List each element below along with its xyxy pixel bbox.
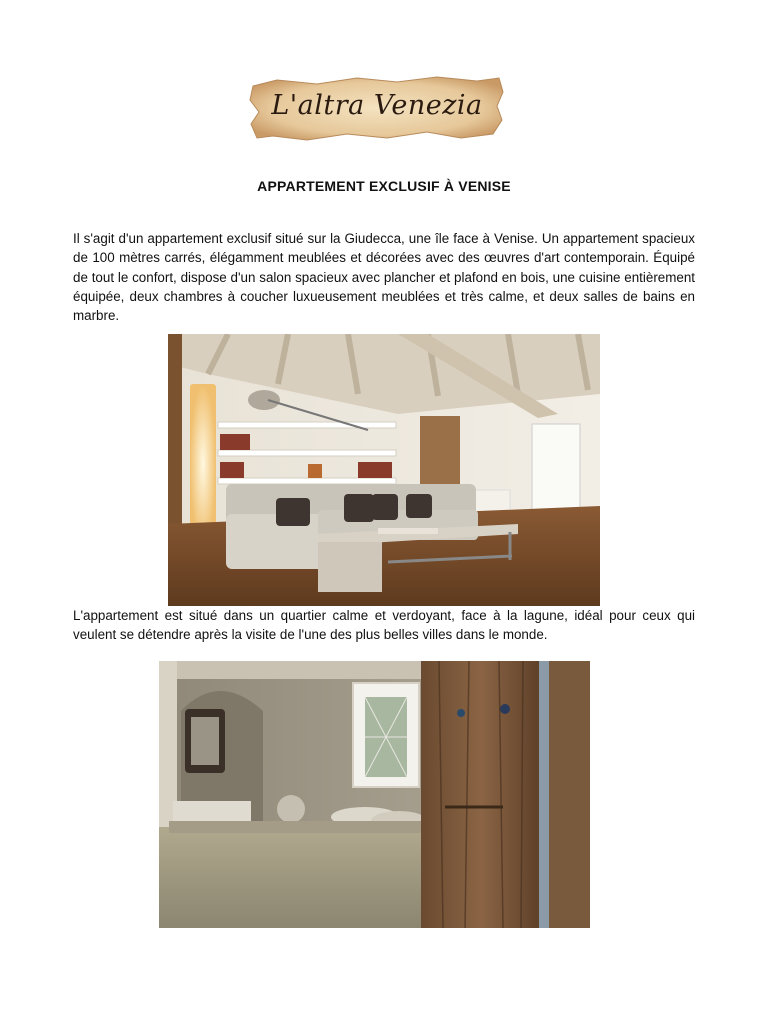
location-paragraph: L'appartement est situé dans un quartier calme et verdoyant, face à la lagune, idéal pour ceux qui veulent se détendre après la visite de l'une des plus belles villes dans le monde. [73,608,695,643]
logo-text: L'altra Venezia [271,89,483,121]
bedroom-photo [159,661,590,928]
intro-paragraph: Il s'agit d'un appartement exclusif situé sur la Giudecca, une île face à Venise. Un appartement spacieux de 100 mètres carrés, élégamment meublées et décorées avec des œuvres d'art contemporain. Équipé de tout le confort, dispose d'un salon spacieux avec plancher et plafond en bois, une cuisine entièrement équipée, deux chambres à coucher luxueusement meublées et très calme, et deux salles de bains en marbre. [73,231,695,324]
document-title: APPARTEMENT EXCLUSIF À VENISE [257,178,511,194]
logo [247,72,507,146]
living-room-photo [168,334,600,606]
